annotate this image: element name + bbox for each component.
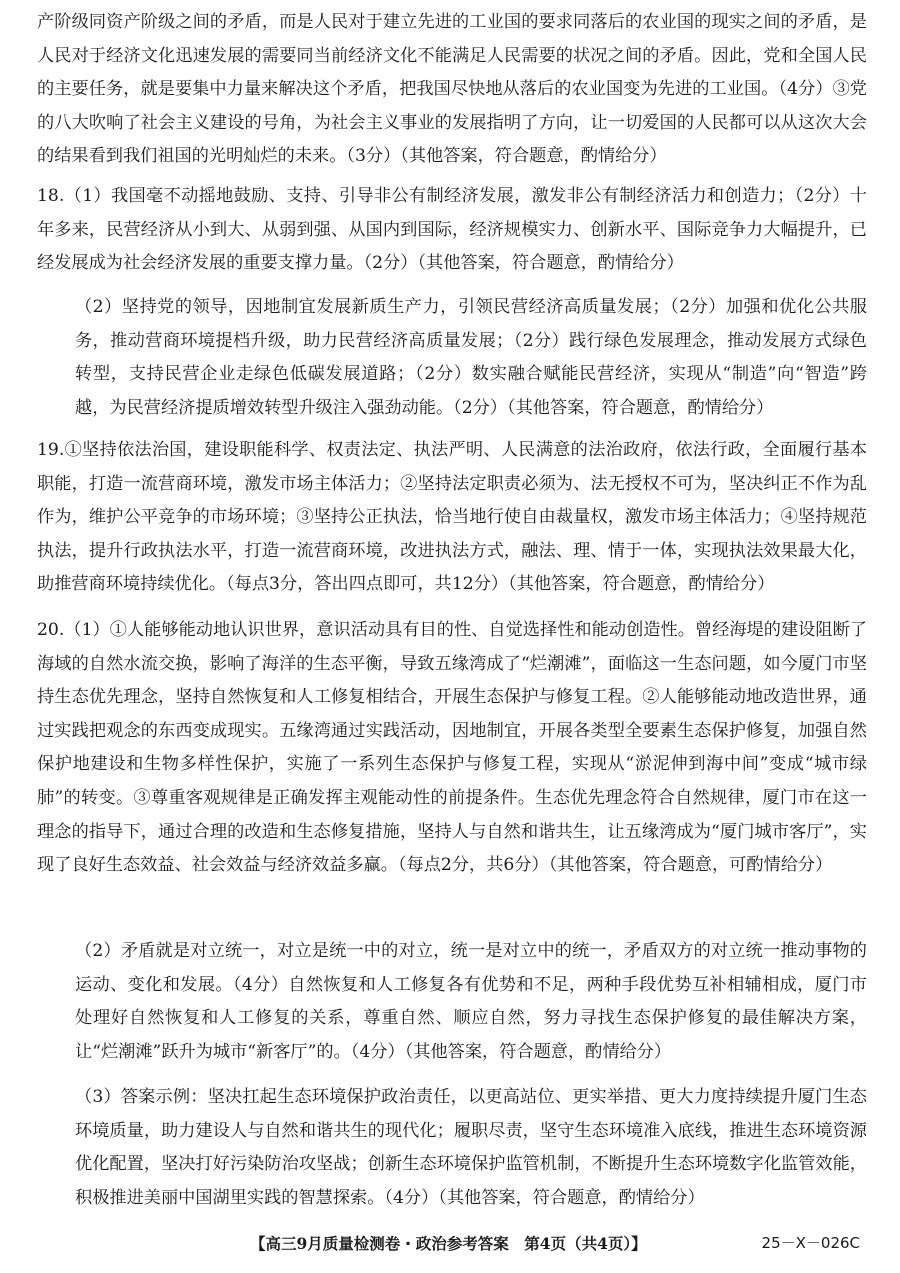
q18-part1: 18.（1）我国毫不动摇地鼓励、支持、引导非公有制经济发展，激发非公有制经济活力和创造力；（2分）十年多来，民营经济从小到大、从弱到强、从国内到国际，经济规模实力、创新水平、国际竞争力大幅提升，已经发展成为社会经济发展的重要支撑力量。（2分）（其他答案，符合题意，酌情给分） [37,186,867,274]
q19-answer: 19.①坚持依法治国，建设职能科学、权责法定、执法严明、人民满意的法治政府，依法行政，全面履行基本职能，打造一流营商环境，激发市场主体活力；②坚持法定职责必须为、法无授权不可为，坚决纠正不作为乱作为，维护公平竞争的市场环境；③坚持公正执法，恰当地行使自由裁量权，激发市场主体活力；④坚持规范执法，提升行政执法水平，打造一流营商环境，改进执法方式，融法、理、情于一体，实现执法效果最大化，助推营商环境持续优化。（每点3分，答出四点即可，共12分）（其他答案，符合题意，酌情给分） [37,440,867,595]
q18-part2: （2）坚持党的领导，因地制宜发展新质生产力，引领民营经济高质量发展；（2分）加强和优化公共服务，推动营商环境提档升级，助力民营经济高质量发展；（2分）践行绿色发展理念，推动发展方式绿色转型，支持民营企业走绿色低碳发展道路；（2分）数实融合赋能民营经济，实现从“制造”向“智造”跨越，为民营经济提质增效转型升级注入强劲动能。（2分）（其他答案，符合题意，酌情给分） [75,297,867,418]
q17-continuation: 产阶级同资产阶级之间的矛盾，而是人民对于建立先进的工业国的要求同落后的农业国的现实之间的矛盾，是人民对于经济文化迅速发展的需要同当前经济文化不能满足人民需要的状况之间的矛盾。因此，党和全国人民的主要任务，就是要集中力量来解决这个矛盾，把我国尽快地从落后的农业国变为先进的工业国。（4分）③党的八大吹响了社会主义建设的号角，为社会主义事业的发展指明了方向，让一切爱国的人民都可以从这次大会的结果看到我们祖国的光明灿烂的未来。（3分）（其他答案，符合题意，酌情给分） [37,12,867,167]
footer-title: 【高三9月质量检测卷・政治参考答案 第4页（共4页）】 [250,1234,647,1253]
q20-part2: （2）矛盾就是对立统一，对立是统一中的对立，统一是对立中的统一，矛盾双方的对立统一推动事物的运动、变化和发展。（4分）自然恢复和人工修复各有优势和不足，两种手段优势互补相辅相成，厦门市处理好自然恢复和人工修复的关系，尊重自然、顺应自然，努力寻找生态保护修复的最佳解决方案，让“烂潮滩”跃升为城市“新客厅”的。（4分）（其他答案，符合题意，酌情给分） [75,941,867,1062]
q20-part1: 20.（1）①人能够能动地认识世界，意识活动具有目的性、自觉选择性和能动创造性。曾经海堤的建设阻断了海域的自然水流交换，影响了海洋的生态平衡，导致五缘湾成了“烂潮滩”，面临这一生态问题，如今厦门市坚持生态优先理念，坚持自然恢复和人工修复相结合，开展生态保护与修复工程。②人能够能动地改造世界，通过实践把观念的东西变成现实。五缘湾通过实践活动，因地制宜，开展各类型全要素生态保护修复，加强自然保护地建设和生物多样性保护，实施了一系列生态保护与修复工程，实现从“淤泥伸到海中间”变成“城市绿肺”的转变。③尊重客观规律是正确发挥主观能动性的前提条件。生态优先理念符合自然规律，厦门市在这一理念的指导下，通过合理的改造和生态修复措施，坚持人与自然和谐共生，让五缘湾成为“厦门城市客厅”，实现了良好生态效益、社会效益与经济效益多赢。（每点2分，共6分）（其他答案，符合题意，可酌情给分） [37,620,867,876]
q20-part3: （3）答案示例：坚决扛起生态环境保护政治责任，以更高站位、更实举措、更大力度持续提升厦门生态环境质量，助力建设人与自然和谐共生的现代化；履职尽责，坚守生态环境准入底线，推进生态环境资源优化配置，坚决打好污染防治攻坚战；创新生态环境保护监管机制，不断提升生态环境数字化监管效能，积极推进美丽中国湖里实践的智慧探索。（4分）（其他答案，符合题意，酌情给分） [75,1087,867,1208]
page-footer [0,1232,900,1258]
footer-code: 25－X－026C [761,1234,860,1252]
